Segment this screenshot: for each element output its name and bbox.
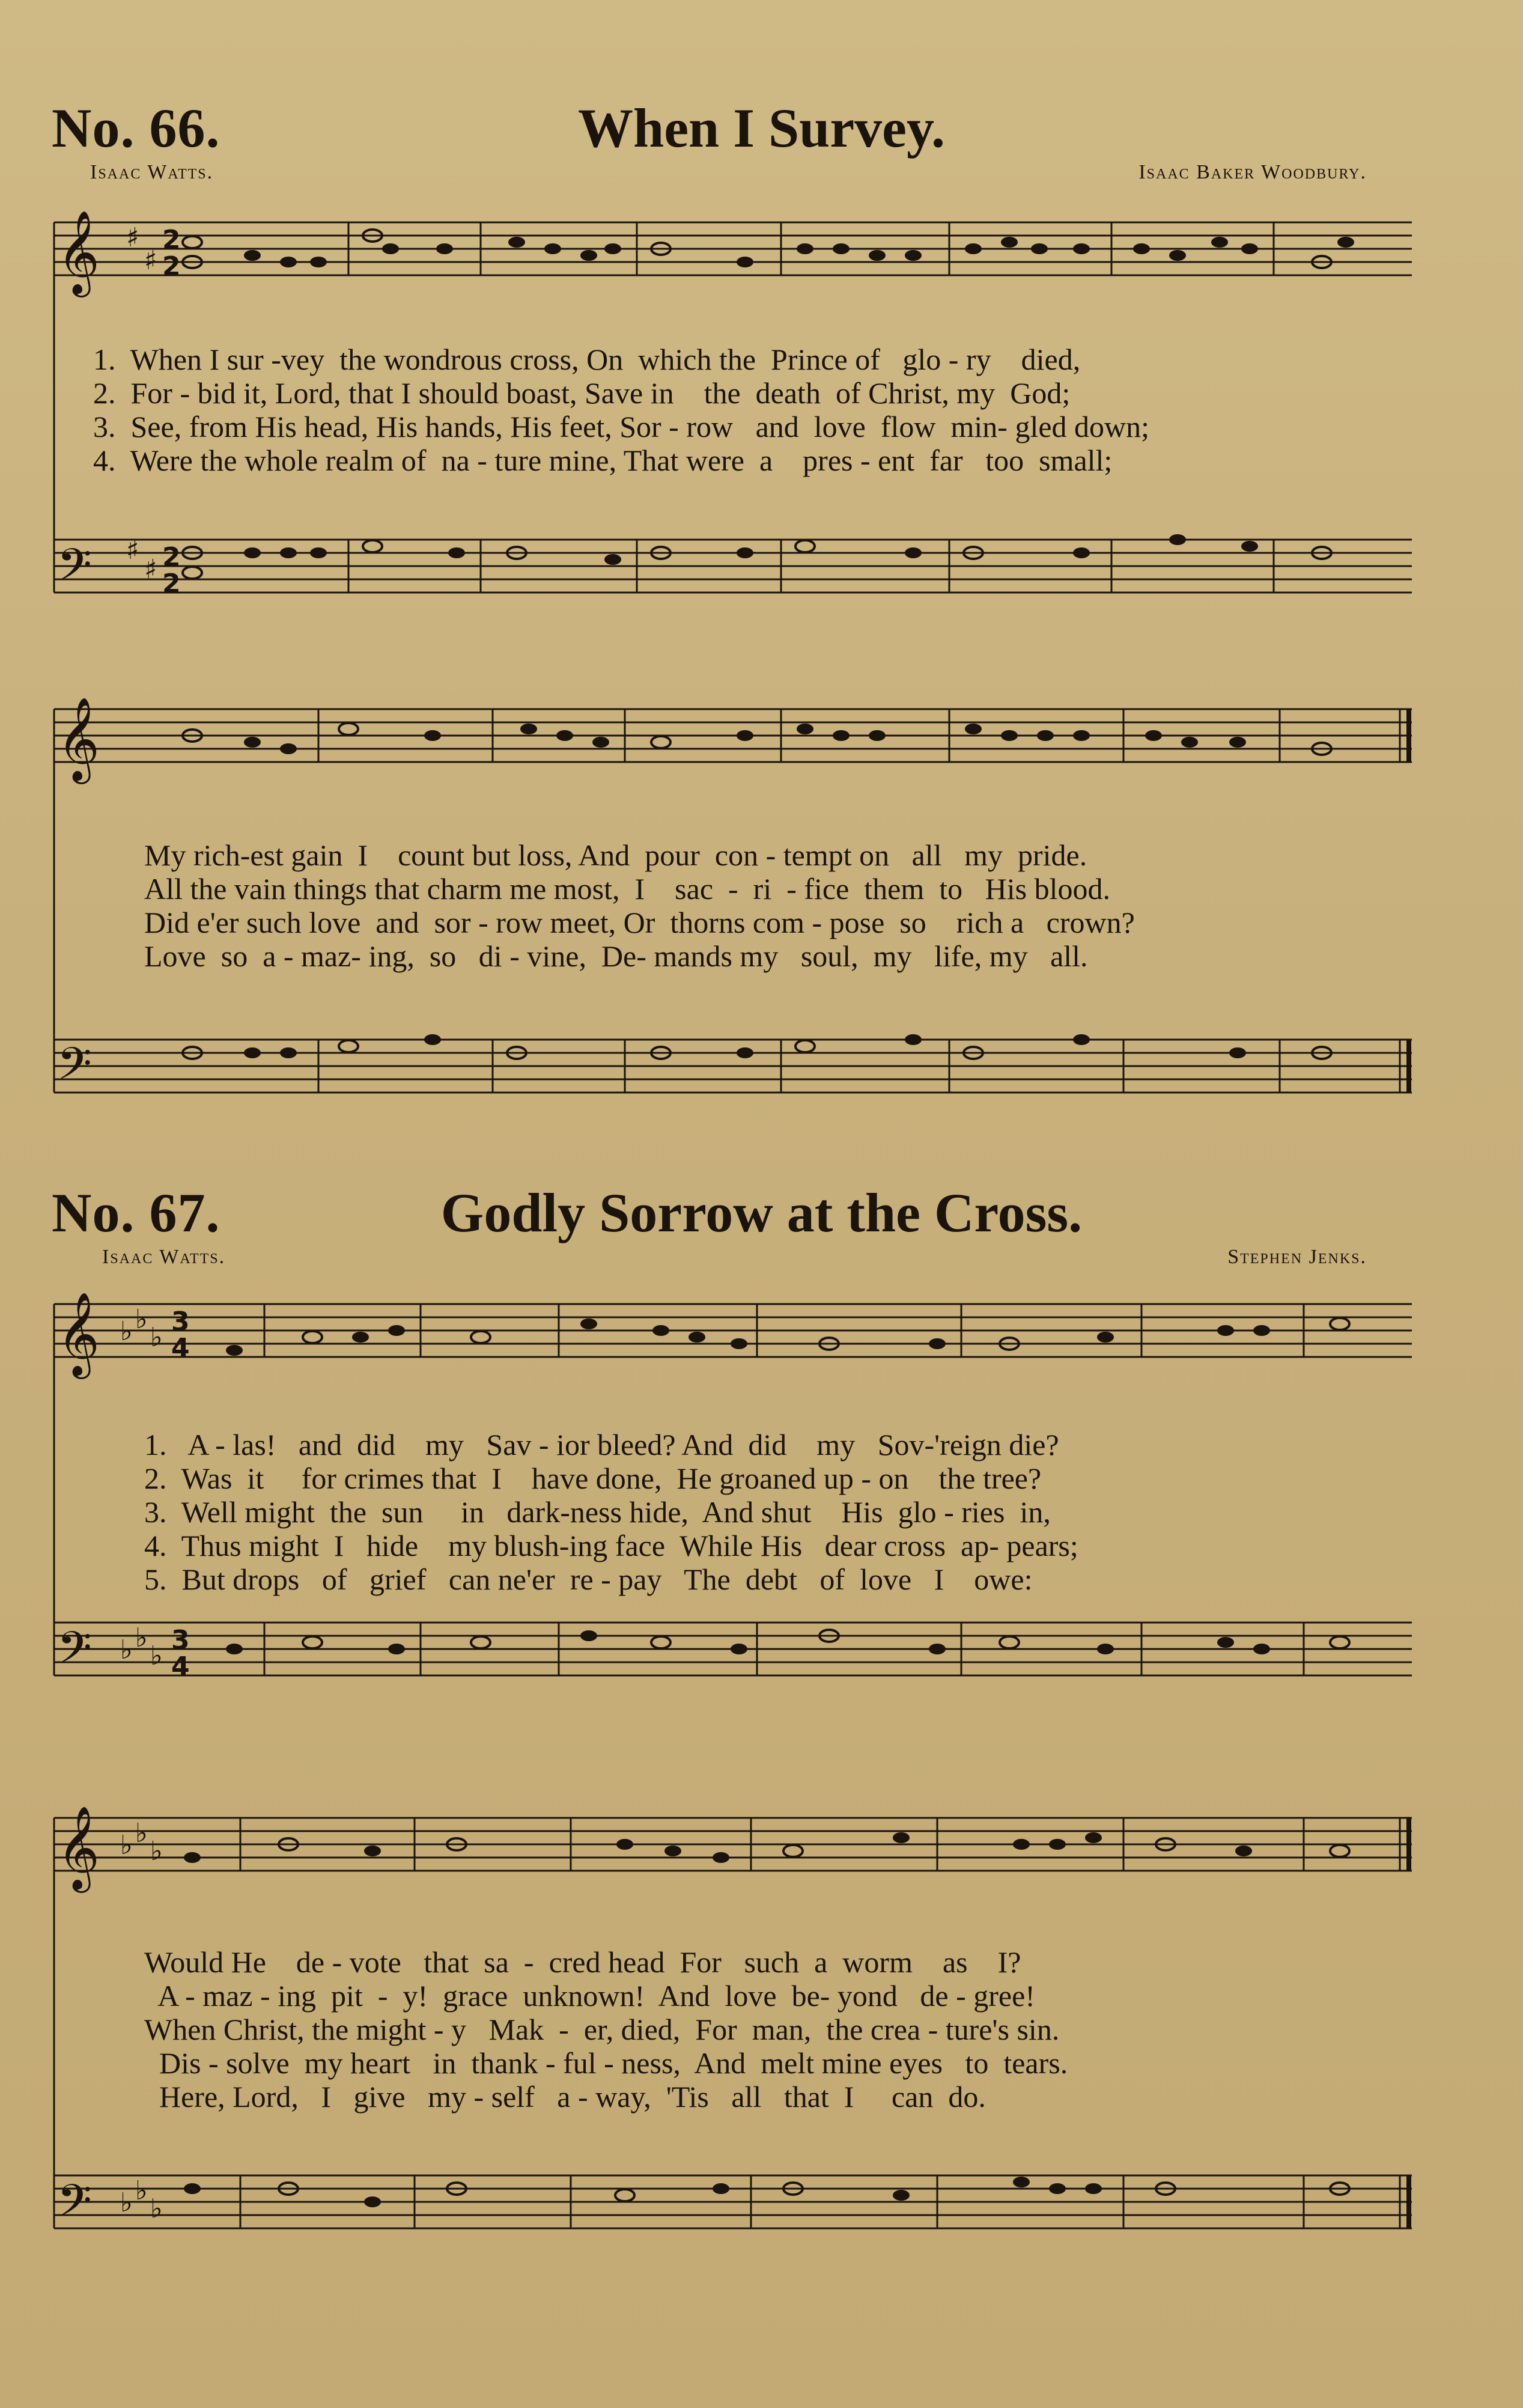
svg-text:2: 2 [162, 568, 181, 599]
hymn-title: When I Survey. [578, 97, 945, 159]
verses-hymn-67 [144, 1428, 1430, 1596]
verse-line: 3. Well might the sun in dark-ness hide, And shut His glo - ries in, [144, 1495, 1051, 1529]
refrain-line: Did e'er such love and sor - row meet, Or thorns com - pose so rich a crown? [144, 906, 1135, 939]
verse-line: 4. Thus might I hide my blush-ing face While His dear cross ap- pears; [144, 1529, 1078, 1562]
svg-text:♭: ♭ [120, 2187, 133, 2218]
refrain-line: A - maz - ing pit - y! grace unknown! And love be- yond de - gree! [144, 1979, 1035, 2013]
svg-text:4: 4 [171, 1651, 190, 1682]
verse-line: 1. When I sur -vey the wondrous cross, On which the Prince of glo - ry died, [93, 343, 1081, 376]
hymn-title: Godly Sorrow at the Cross. [440, 1182, 1083, 1243]
svg-text:𝄢: 𝄢 [57, 2175, 92, 2238]
svg-text:♭: ♭ [135, 1304, 148, 1335]
svg-text:3: 3 [171, 1306, 190, 1337]
svg-text:♯: ♯ [144, 554, 157, 585]
svg-text:♭: ♭ [120, 1635, 133, 1665]
refrain-line: Here, Lord, I give my - self a - way, 'Tis all that I can do. [144, 2080, 986, 2114]
svg-text:♭: ♭ [135, 1818, 148, 1849]
verse-line: 2. Was it for crimes that I have done, He groaned up - on the tree? [144, 1462, 1042, 1495]
svg-text:♭: ♭ [135, 1623, 148, 1653]
verse-line: 5. But drops of grief can ne'er re - pay The debt of love I owe: [144, 1562, 1033, 1596]
bass-clef-icon: 𝄢 [57, 539, 92, 602]
verse-line: 2. For - bid it, Lord, that I should boast, Save in the death of Christ, my God; [93, 376, 1071, 410]
svg-text:𝄞: 𝄞 [57, 1806, 100, 1889]
verse-line: 1. A - las! and did my Sav - ior bleed? And did my Sov-'reign die? [144, 1428, 1059, 1462]
refrain-line: All the vain things that charm me most, I sac - ri - fice them to His blood. [144, 872, 1111, 906]
lyricist-credit: Isaac Watts. [102, 1246, 226, 1268]
svg-text:♭: ♭ [150, 1836, 163, 1867]
hymn-number: No. 67. [52, 1182, 220, 1243]
refrain-line: Dis - solve my heart in thank - ful - ness, And melt mine eyes to tears. [144, 2046, 1068, 2080]
svg-text:♭: ♭ [150, 1641, 163, 1671]
svg-text:𝄞: 𝄞 [57, 697, 100, 781]
verse-line: 3. See, from His head, His hands, His feet, Sor - row and love flow min- gled down; [93, 410, 1150, 443]
svg-text:𝄢: 𝄢 [57, 1622, 92, 1685]
svg-text:𝄞: 𝄞 [57, 1292, 100, 1376]
refrain-line: My rich-est gain I count but loss, And pour con - tempt on all my pride. [144, 838, 1087, 872]
svg-text:2: 2 [162, 251, 181, 282]
verses-hymn-66 [93, 343, 1433, 477]
composer-credit: Stephen Jenks. [1227, 1246, 1367, 1268]
lyricist-credit: Isaac Watts. [90, 161, 214, 183]
refrain-hymn-67 [144, 1945, 1424, 2114]
refrain-line: Would He de - vote that sa - cred head For such a worm as I? [144, 1945, 1021, 1979]
svg-text:4: 4 [171, 1333, 190, 1364]
verse-line: 4. Were the whole realm of na - ture mine, That were a pres - ent far too small; [93, 443, 1113, 477]
svg-text:♯: ♯ [144, 245, 157, 276]
svg-text:2: 2 [162, 225, 181, 255]
svg-text:2: 2 [162, 542, 181, 573]
svg-text:♯: ♯ [126, 535, 139, 565]
treble-staff [54, 222, 1412, 275]
treble-clef-icon: 𝄞 [57, 210, 100, 294]
composer-credit: Isaac Baker Woodbury. [1138, 161, 1367, 183]
hymn-number: No. 66. [52, 97, 220, 159]
refrain-hymn-66 [144, 838, 1424, 973]
svg-text:𝄢: 𝄢 [57, 1038, 92, 1101]
svg-text:♯: ♯ [126, 222, 139, 253]
svg-text:♭: ♭ [135, 2175, 148, 2206]
svg-text:♭: ♭ [150, 2193, 163, 2224]
svg-text:♭: ♭ [120, 1316, 133, 1347]
svg-text:♭: ♭ [120, 1830, 133, 1861]
svg-text:3: 3 [171, 1625, 190, 1656]
svg-text:♭: ♭ [150, 1322, 163, 1353]
refrain-line: When Christ, the might - y Mak - er, died, For man, the crea - ture's sin. [144, 2013, 1060, 2046]
refrain-line: Love so a - maz- ing, so di - vine, De- mands my soul, my life, my all. [144, 939, 1088, 973]
